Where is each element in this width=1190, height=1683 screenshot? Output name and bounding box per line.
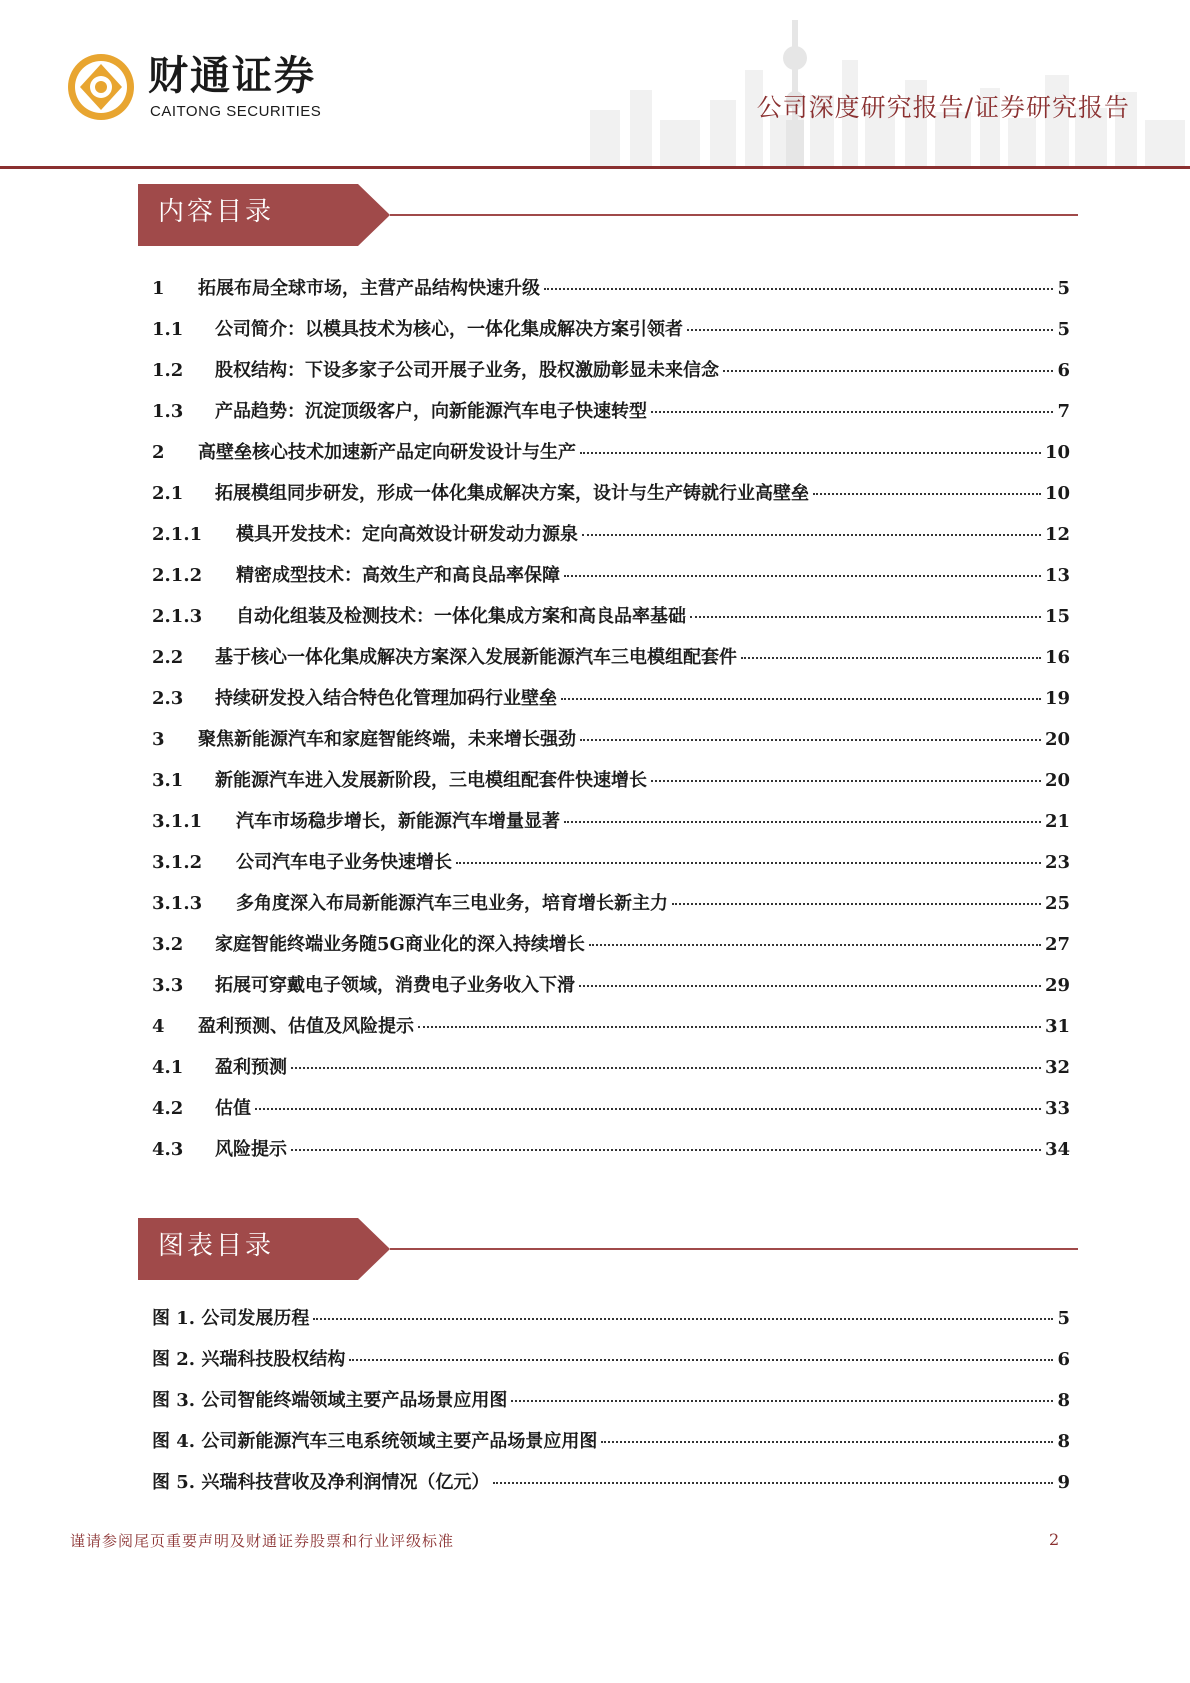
toc-entry-title: 精密成型技术：高效生产和高良品率保障: [236, 565, 560, 586]
caitong-logo-icon: [66, 52, 136, 122]
toc-entry-page: 12: [1044, 524, 1070, 545]
toc-entry[interactable]: [152, 602, 1070, 643]
toc-entry-number: 3.1.2: [152, 852, 203, 873]
dot-leader: [493, 1482, 1053, 1484]
disclaimer-note: 谨请参阅尾页重要声明及财通证券股票和行业评级标准: [70, 1532, 455, 1550]
toc-entry[interactable]: [152, 725, 1070, 766]
toc-entry-page: 7: [1057, 401, 1070, 422]
dot-leader: [349, 1359, 1053, 1361]
dot-leader: [564, 821, 1041, 823]
figures-banner-title: 图表目录: [158, 1231, 275, 1261]
toc-entry[interactable]: [152, 520, 1070, 561]
dot-leader: [544, 288, 1053, 290]
toc-entry-page: 27: [1044, 934, 1070, 955]
dot-leader: [580, 739, 1041, 741]
toc-entry[interactable]: [152, 889, 1070, 930]
dot-leader: [651, 411, 1053, 413]
toc-entry-title: 估值: [215, 1098, 251, 1119]
toc-entry-title: 家庭智能终端业务随5G商业化的深入持续增长: [215, 934, 585, 955]
toc-entry-number: 3.2: [152, 934, 184, 955]
toc-entry-title: 公司简介：以模具技术为核心，一体化集成解决方案引领者: [215, 319, 683, 340]
toc-entry-number: 2.3: [152, 688, 184, 709]
city-skyline-watermark: [560, 0, 1190, 168]
toc-entry[interactable]: [152, 643, 1070, 684]
toc-entry-page: 32: [1044, 1057, 1070, 1078]
dot-leader: [291, 1067, 1041, 1069]
toc-entry-number: 2: [152, 442, 165, 463]
toc-entry-page: 10: [1044, 442, 1070, 463]
toc-entry-number: 3.1.3: [152, 893, 203, 914]
toc-entry-number: 4.2: [152, 1098, 184, 1119]
toc-entry-number: 3: [152, 729, 165, 750]
figures-list: [152, 1304, 1070, 1509]
toc-entry-number: 2.1: [152, 483, 184, 504]
toc-entry-title: 公司汽车电子业务快速增长: [236, 852, 452, 873]
toc-banner-title: 内容目录: [158, 197, 275, 227]
toc-entry-page: 19: [1044, 688, 1070, 709]
toc-entry[interactable]: [152, 848, 1070, 889]
toc-entry-number: 1.1: [152, 319, 184, 340]
toc-entry[interactable]: [152, 356, 1070, 397]
figure-entry-title: 图 2. 兴瑞科技股权结构: [152, 1349, 346, 1370]
logo-chinese-name: 财通证券: [148, 53, 316, 99]
toc-entry-page: 34: [1044, 1139, 1070, 1160]
figure-entry[interactable]: [152, 1345, 1070, 1386]
toc-entry-page: 20: [1044, 729, 1070, 750]
toc-entry[interactable]: [152, 1135, 1070, 1176]
toc-entry-title: 模具开发技术：定向高效设计研发动力源泉: [236, 524, 578, 545]
toc-entry-title: 汽车市场稳步增长，新能源汽车增量显著: [236, 811, 560, 832]
toc-entry-page: 25: [1044, 893, 1070, 914]
figure-entry-page: 8: [1057, 1431, 1070, 1452]
toc-entry-title: 自动化组装及检测技术：一体化集成方案和高良品率基础: [236, 606, 686, 627]
toc-entry-page: 5: [1057, 319, 1070, 340]
toc-list: [152, 274, 1070, 1176]
toc-entry-page: 21: [1044, 811, 1070, 832]
dot-leader: [690, 616, 1041, 618]
toc-entry[interactable]: [152, 684, 1070, 725]
toc-entry[interactable]: [152, 807, 1070, 848]
toc-entry-title: 新能源汽车进入发展新阶段，三电模组配套件快速增长: [215, 770, 647, 791]
toc-entry[interactable]: [152, 397, 1070, 438]
figure-entry[interactable]: [152, 1386, 1070, 1427]
toc-entry-page: 6: [1057, 360, 1070, 381]
dot-leader: [511, 1400, 1053, 1402]
toc-entry-title: 拓展模组同步研发，形成一体化集成解决方案，设计与生产铸就行业高壁垒: [215, 483, 809, 504]
toc-entry-title: 产品趋势：沉淀顶级客户，向新能源汽车电子快速转型: [215, 401, 647, 422]
toc-entry[interactable]: [152, 930, 1070, 971]
toc-entry-title: 聚焦新能源汽车和家庭智能终端，未来增长强劲: [198, 729, 576, 750]
figure-entry-page: 6: [1057, 1349, 1070, 1370]
dot-leader: [564, 575, 1041, 577]
dot-leader: [313, 1318, 1053, 1320]
dot-leader: [601, 1441, 1053, 1443]
toc-entry-number: 3.1: [152, 770, 184, 791]
toc-entry-number: 4.1: [152, 1057, 184, 1078]
figure-entry-title: 图 4. 公司新能源汽车三电系统领域主要产品场景应用图: [152, 1431, 598, 1452]
report-type-label: 公司深度研究报告/证券研究报告: [756, 93, 1130, 122]
logo-english-name: CAITONG SECURITIES: [150, 103, 322, 120]
figure-entry-page: 5: [1057, 1308, 1070, 1329]
figures-banner: [138, 1218, 1078, 1280]
dot-leader: [291, 1149, 1041, 1151]
toc-entry-title: 风险提示: [215, 1139, 287, 1160]
dot-leader: [589, 944, 1041, 946]
figure-entry-page: 9: [1057, 1472, 1070, 1493]
toc-entry-page: 29: [1044, 975, 1070, 996]
toc-entry-number: 4.3: [152, 1139, 184, 1160]
toc-entry[interactable]: [152, 971, 1070, 1012]
toc-entry[interactable]: [152, 438, 1070, 479]
toc-entry-page: 13: [1044, 565, 1070, 586]
figure-entry-title: 图 5. 兴瑞科技营收及净利润情况（亿元）: [152, 1472, 490, 1493]
toc-entry-number: 3.3: [152, 975, 184, 996]
figure-entry[interactable]: [152, 1427, 1070, 1468]
figure-entry[interactable]: [152, 1304, 1070, 1345]
toc-entry-title: 拓展布局全球市场，主营产品结构快速升级: [198, 278, 540, 299]
toc-entry-page: 31: [1044, 1016, 1070, 1037]
toc-entry-number: 2.2: [152, 647, 184, 668]
dot-leader: [418, 1026, 1041, 1028]
toc-entry-number: 3.1.1: [152, 811, 203, 832]
dot-leader: [582, 534, 1041, 536]
toc-entry[interactable]: [152, 274, 1070, 315]
dot-leader: [741, 657, 1041, 659]
dot-leader: [651, 780, 1041, 782]
toc-entry-page: 5: [1057, 278, 1070, 299]
toc-entry-number: 2.1.3: [152, 606, 203, 627]
toc-entry[interactable]: [152, 479, 1070, 520]
toc-banner: [138, 184, 1078, 246]
dot-leader: [687, 329, 1053, 331]
toc-entry-number: 1.3: [152, 401, 184, 422]
dot-leader: [723, 370, 1053, 372]
header-divider: [0, 166, 1190, 169]
toc-entry-page: 20: [1044, 770, 1070, 791]
page-header: [0, 0, 1190, 172]
toc-entry[interactable]: [152, 1012, 1070, 1053]
toc-entry[interactable]: [152, 1053, 1070, 1094]
dot-leader: [813, 493, 1041, 495]
toc-entry-page: 10: [1044, 483, 1070, 504]
toc-entry-title: 高壁垒核心技术加速新产品定向研发设计与生产: [198, 442, 576, 463]
toc-entry-title: 盈利预测、估值及风险提示: [198, 1016, 414, 1037]
toc-entry[interactable]: [152, 1094, 1070, 1135]
figure-entry[interactable]: [152, 1468, 1070, 1509]
dot-leader: [579, 985, 1041, 987]
toc-entry-title: 拓展可穿戴电子领域，消费电子业务收入下滑: [215, 975, 575, 996]
toc-entry[interactable]: [152, 766, 1070, 807]
toc-entry-page: 33: [1044, 1098, 1070, 1119]
figure-entry-page: 8: [1057, 1390, 1070, 1411]
toc-entry-page: 16: [1044, 647, 1070, 668]
toc-entry-title: 盈利预测: [215, 1057, 287, 1078]
toc-entry-title: 持续研发投入结合特色化管理加码行业壁垒: [215, 688, 557, 709]
toc-entry-page: 23: [1044, 852, 1070, 873]
toc-entry[interactable]: [152, 561, 1070, 602]
toc-entry-title: 多角度深入布局新能源汽车三电业务，培育增长新主力: [236, 893, 668, 914]
dot-leader: [561, 698, 1041, 700]
toc-entry-number: 1: [152, 278, 165, 299]
toc-entry-number: 2.1.2: [152, 565, 203, 586]
toc-entry[interactable]: [152, 315, 1070, 356]
figure-entry-title: 图 1. 公司发展历程: [152, 1308, 310, 1329]
toc-entry-number: 2.1.1: [152, 524, 203, 545]
dot-leader: [580, 452, 1041, 454]
dot-leader: [456, 862, 1041, 864]
toc-entry-page: 15: [1044, 606, 1070, 627]
figure-entry-title: 图 3. 公司智能终端领域主要产品场景应用图: [152, 1390, 508, 1411]
toc-entry-number: 1.2: [152, 360, 184, 381]
toc-entry-title: 股权结构：下设多家子公司开展子业务，股权激励彰显未来信念: [215, 360, 719, 381]
page-number: 2: [1049, 1530, 1060, 1549]
toc-entry-number: 4: [152, 1016, 165, 1037]
toc-entry-title: 基于核心一体化集成解决方案深入发展新能源汽车三电模组配套件: [215, 647, 737, 668]
dot-leader: [672, 903, 1041, 905]
dot-leader: [255, 1108, 1041, 1110]
